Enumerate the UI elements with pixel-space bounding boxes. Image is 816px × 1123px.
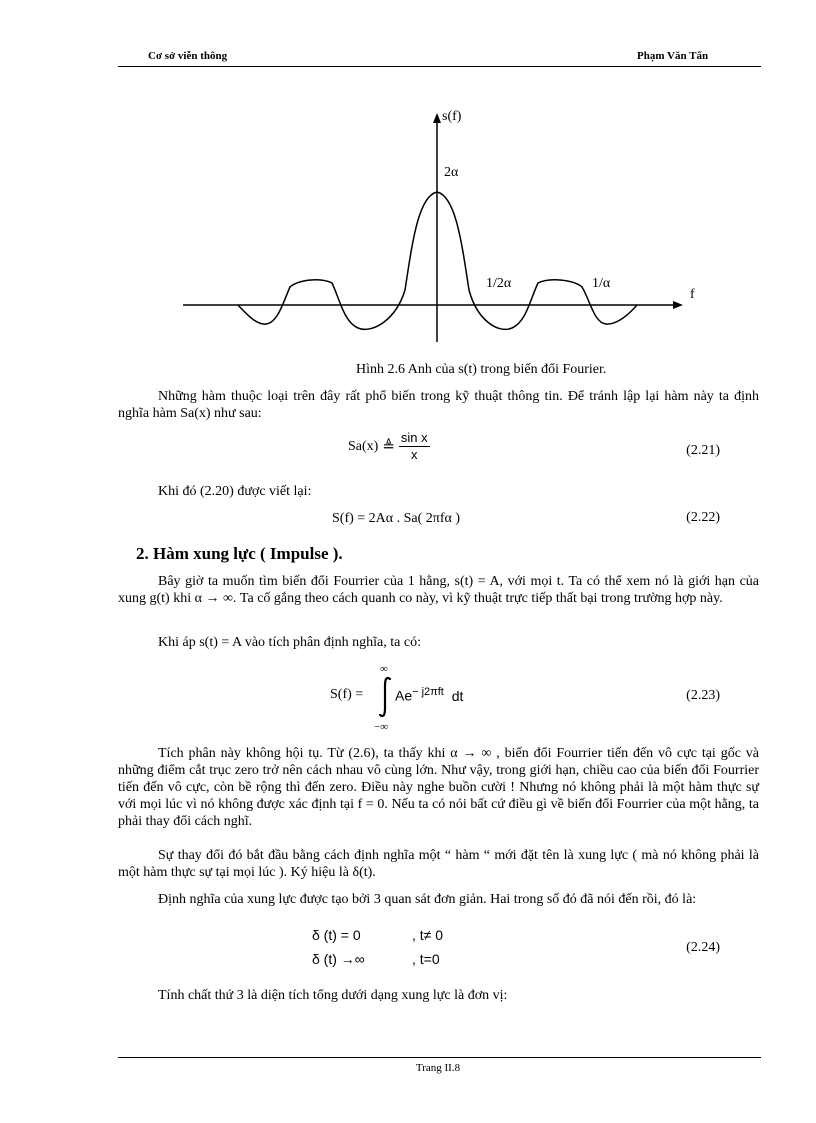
x-axis-label: f [690, 287, 695, 302]
eq224-row1-lhs: δ (t) = 0 [312, 927, 361, 943]
paragraph-4: Khi áp s(t) = A vào tích phân định nghĩa, ta có: [158, 635, 421, 650]
eq223-lower-limit: −∞ [374, 721, 389, 733]
section-heading: 2. Hàm xung lực ( Impulse ). [136, 544, 343, 563]
eq223-upper-limit: ∞ [380, 663, 388, 675]
page-number: Trang II.8 [415, 1062, 461, 1074]
eq224-row2-cond: , t=0 [412, 951, 440, 967]
eq221-lhs: Sa(x) [348, 438, 379, 454]
header-right: Phạm Văn Tấn [637, 50, 709, 62]
eq223-number: (2.23) [686, 688, 720, 703]
eq223-lhs: S(f) = [330, 687, 364, 702]
paragraph-5: Tích phân này không hội tụ. Từ (2.6), ta thấy khi α → ∞ , biến đổi Fourrier tiến đến vô cực tại gốc và những điểm cắt trục zero trở nên cách nhau vô cùng lớn. Như vậy, trong giới hạn, chiều cao của biến đổi Fourrier tiến đến vô cực, còn bề rộng thì đến zero. Điều này nghe buồn cười ! Nhưng nó không phải là một hàm thực sự với mọi lúc vì nó không được xác định tại f = 0. Nếu ta có nói bất cứ điều gì về biến đổi Fourrier của một hằng, ta phải thay đổi cách nghĩ. [118, 746, 759, 829]
eq221-def-symbol: ≜ [382, 439, 395, 455]
eq221-numerator: sin x [400, 430, 428, 445]
integral-sign-icon [376, 676, 394, 718]
peak-label: 2α [444, 165, 459, 180]
eq221-number: (2.21) [686, 443, 720, 458]
eq223-exponent: − j2πft [412, 686, 444, 698]
paragraph-7: Định nghĩa của xung lực được tạo bởi 3 quan sát đơn giản. Hai trong số đó đã nói đến rồi, đó là: [158, 892, 697, 907]
y-axis-label: s(f) [442, 109, 462, 124]
eq223-dt: dt [451, 687, 464, 704]
equation-2-22: S(f) = 2Aα . Sa( 2πfα ) [332, 511, 461, 526]
eq221-fraction [399, 430, 430, 463]
eq223-integrand [395, 686, 463, 704]
sinc-spectrum-figure [0, 0, 816, 360]
eq221-denominator: x [411, 447, 418, 462]
paragraph-6: Sự thay đổi đó bắt đầu bằng cách định nghĩa một “ hàm “ mới đặt tên là xung lực ( mà nó không phải là một hàm thực sự tại mọi lúc ). Ký hiệu là δ(t). [118, 848, 759, 880]
eq222-number: (2.22) [686, 510, 720, 525]
second-zero-label: 1/α [592, 276, 611, 291]
figure-caption: Hình 2.6 Anh của s(t) trong biến đổi Fourier. [356, 362, 607, 377]
first-zero-label: 1/2α [486, 276, 512, 291]
s-axis-arrow-icon [433, 113, 441, 123]
paragraph-2: Khi đó (2.20) được viết lại: [158, 484, 312, 499]
paragraph-3: Bây giờ ta muốn tìm biến đổi Fourrier của 1 hằng, s(t) = A, với mọi t. Ta có thể xem nó là giới hạn của xung g(t) khi α → ∞. Ta cố gắng theo cách quanh co này, vì kỹ thuật trực tiếp thất bại trong trường hợp này. [118, 574, 759, 606]
paragraph-1: Những hàm thuộc loại trên đây rất phổ biến trong kỹ thuật thông tin. Để tránh lập lại hàm này ta định nghĩa hàm Sa(x) như sau: [118, 389, 759, 421]
equation-2-21 [348, 430, 430, 463]
f-axis-arrow-icon [673, 301, 683, 309]
eq224-row2-lhs: δ (t) →∞ [312, 951, 365, 967]
eq224-row1-cond: , t≠ 0 [412, 927, 444, 943]
paragraph-8: Tính chất thứ 3 là diện tích tổng dưới dạng xung lực là đơn vị: [158, 988, 508, 1003]
eq223-base: Ae [395, 687, 413, 704]
eq224-number: (2.24) [686, 940, 720, 955]
header-left: Cơ sở viễn thông [148, 50, 228, 62]
footer-rule [118, 1057, 761, 1058]
